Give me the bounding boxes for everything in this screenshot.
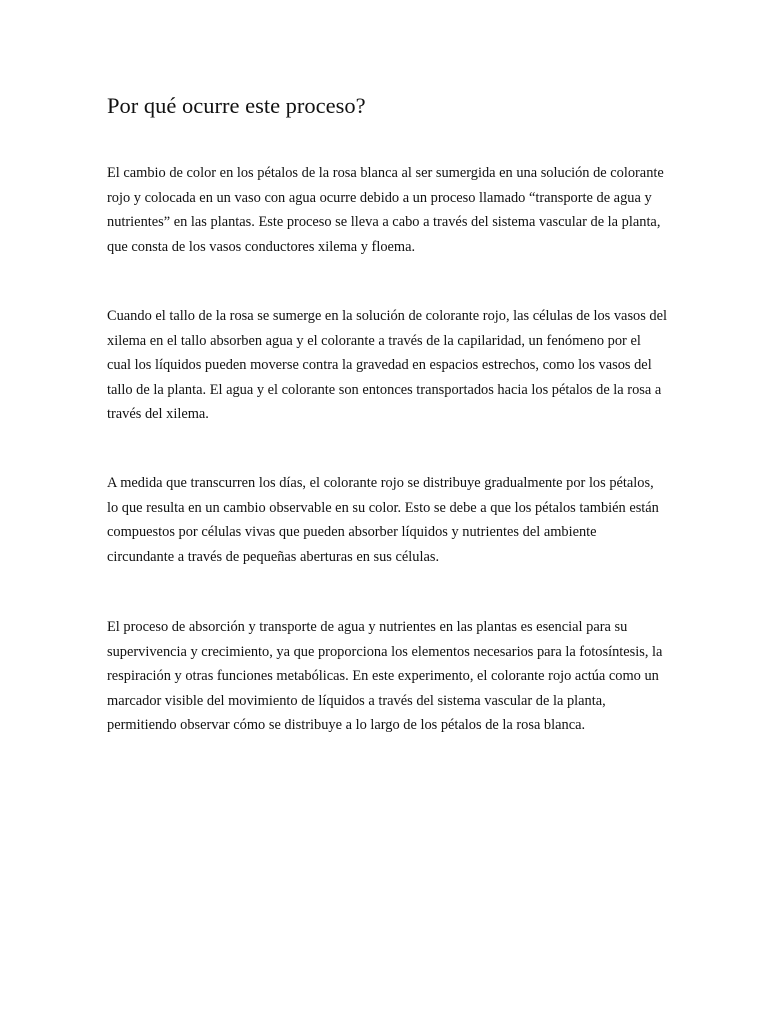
paragraph-importance: El proceso de absorción y transporte de agua y nutrientes en las plantas es esencial para su supervivencia y crecimiento, ya que proporciona los elementos necesarios para la fotosíntesis, la respiración y otras funciones metabólicas. En este experimento, el colorante rojo actúa como un marcador visible del movimiento de líquidos a través del sistema vascular de la planta, permitiendo observar cómo se distribuye a lo largo de los pétalos de la rosa blanca.	[107, 619, 663, 733]
paragraph-water-transport: El cambio de color en los pétalos de la rosa blanca al ser sumergida en una solución de colorante rojo y colocada en un vaso con agua ocurre debido a un proceso llamado “transporte de agua y nutrientes” en las plantas. Este proceso se lleva a cabo a través del sistema vascular de la planta, que consta de los vasos conductores xilema y floema.	[107, 165, 664, 255]
paragraph-capillarity: Cuando el tallo de la rosa se sumerge en la solución de colorante rojo, las células de los vasos del xilema en el tallo absorben agua y el colorante a través de la capilaridad, un fenómeno por el cual los líquidos pueden moverse contra la gravedad en espacios estrechos, como los vasos del tallo de la planta. El agua y el colorante son entonces transportados hacia los pétalos de la rosa a través del xilema.	[107, 308, 668, 422]
paragraph-dye-distribution: A medida que transcurren los días, el colorante rojo se distribuye gradualmente por los pétalos, lo que resulta en un cambio observable en su color. Esto se debe a que los pétalos también están compuestos por células vivas que pueden absorber líquidos y nutrientes del ambiente circundante a través de pequeñas aberturas en sus células.	[107, 475, 659, 565]
page-title: Por qué ocurre este proceso?	[107, 93, 366, 118]
